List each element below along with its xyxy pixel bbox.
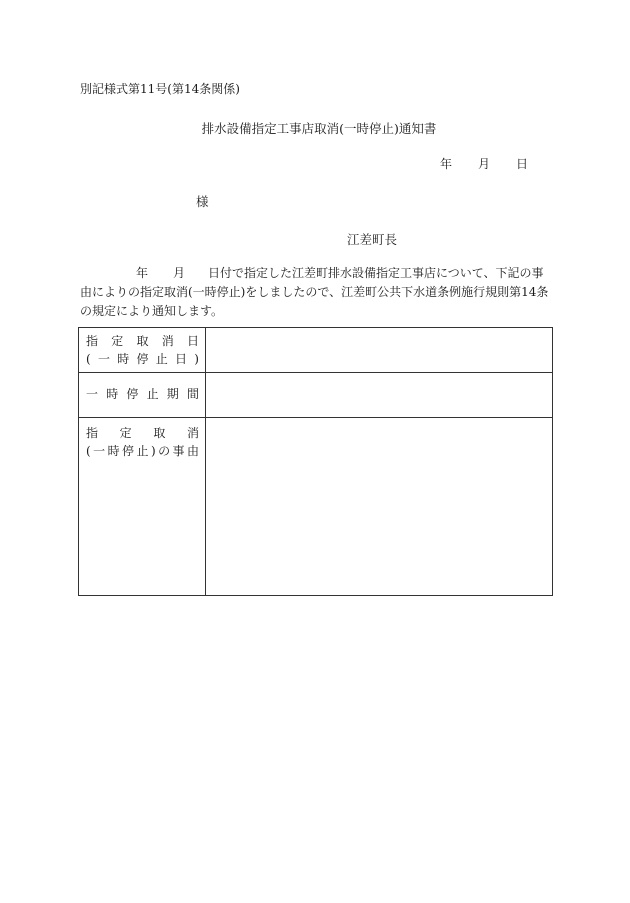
- date-year-label: 年: [440, 157, 453, 171]
- row-label-revocation-date: [79, 328, 206, 373]
- date-day-label: 日: [516, 157, 529, 171]
- notice-table: [78, 327, 553, 596]
- value-revocation-reason[interactable]: [206, 418, 553, 596]
- table-row: [79, 373, 553, 418]
- form-number: 別記様式第11号(第14条関係): [80, 82, 240, 96]
- table-row: [79, 418, 553, 596]
- body-text: 日付で指定した江差町排水設備指定工事店について、下記の事由によりの指定取消(一時停止)をしましたので、江差町公共下水道条例施行規則第14条の規定により通知します。: [80, 266, 549, 318]
- label-line: 指 定 取 消: [86, 426, 199, 440]
- row-label-revocation-reason: [79, 418, 206, 596]
- body-month-label: 月: [173, 266, 186, 280]
- label-line: ( 一 時 停 止 日 ): [86, 352, 199, 366]
- notice-body: [80, 264, 555, 321]
- document-title: 排水設備指定工事店取消(一時停止)通知書: [201, 121, 437, 136]
- label-line: 指 定 取 消 日: [86, 334, 199, 348]
- label-line: ( 一 時 停 止 ) の 事 由: [86, 444, 199, 458]
- value-revocation-date[interactable]: [206, 328, 553, 373]
- date-fields: [440, 155, 528, 172]
- addressee-suffix: 様: [196, 194, 209, 209]
- row-label-suspension-period: [79, 373, 206, 418]
- label-line: 一 時 停 止 期 間: [86, 387, 199, 401]
- body-year-label: 年: [136, 266, 149, 280]
- value-suspension-period[interactable]: [206, 373, 553, 418]
- issuer-name: 江差町長: [347, 232, 398, 247]
- table-row: [79, 328, 553, 373]
- date-month-label: 月: [478, 157, 491, 171]
